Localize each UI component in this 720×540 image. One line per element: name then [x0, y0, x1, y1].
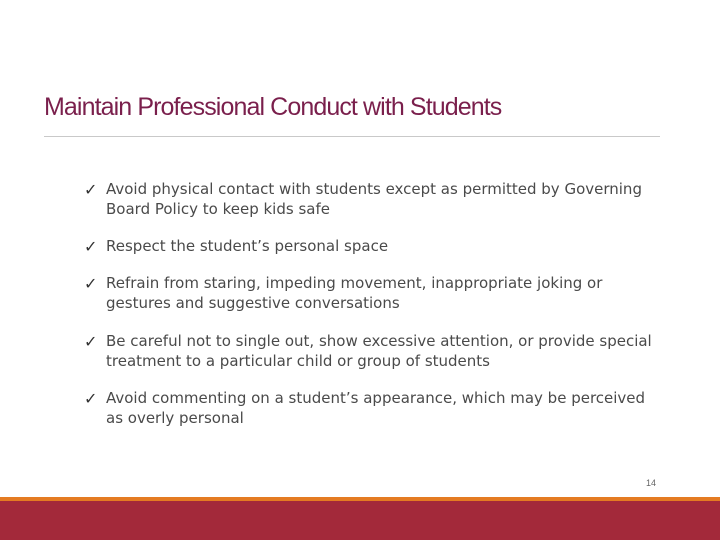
checkmark-icon: ✓ — [84, 180, 98, 199]
title-divider — [44, 136, 660, 137]
bullet-text: Avoid commenting on a student’s appearance, which may be perceived as overly personal — [106, 389, 646, 427]
bullet-text: Be careful not to single out, show excessive attention, or provide special treatment to a particular child or group of students — [106, 332, 652, 370]
bullet-text: Refrain from staring, impeding movement, inappropriate joking or gestures and suggestive conversations — [106, 274, 603, 312]
bullet-text: Avoid physical contact with students except as permitted by Governing Board Policy to keep kids safe — [106, 180, 642, 218]
checkmark-icon: ✓ — [84, 237, 98, 256]
checkmark-icon: ✓ — [84, 389, 98, 408]
checkmark-icon: ✓ — [84, 274, 98, 293]
checkmark-icon: ✓ — [84, 332, 98, 351]
page-number: 14 — [646, 478, 657, 488]
slide-title: Maintain Professional Conduct with Students — [44, 93, 502, 121]
footer-bar — [0, 501, 720, 540]
bullet-text: Respect the student’s personal space — [106, 237, 389, 255]
